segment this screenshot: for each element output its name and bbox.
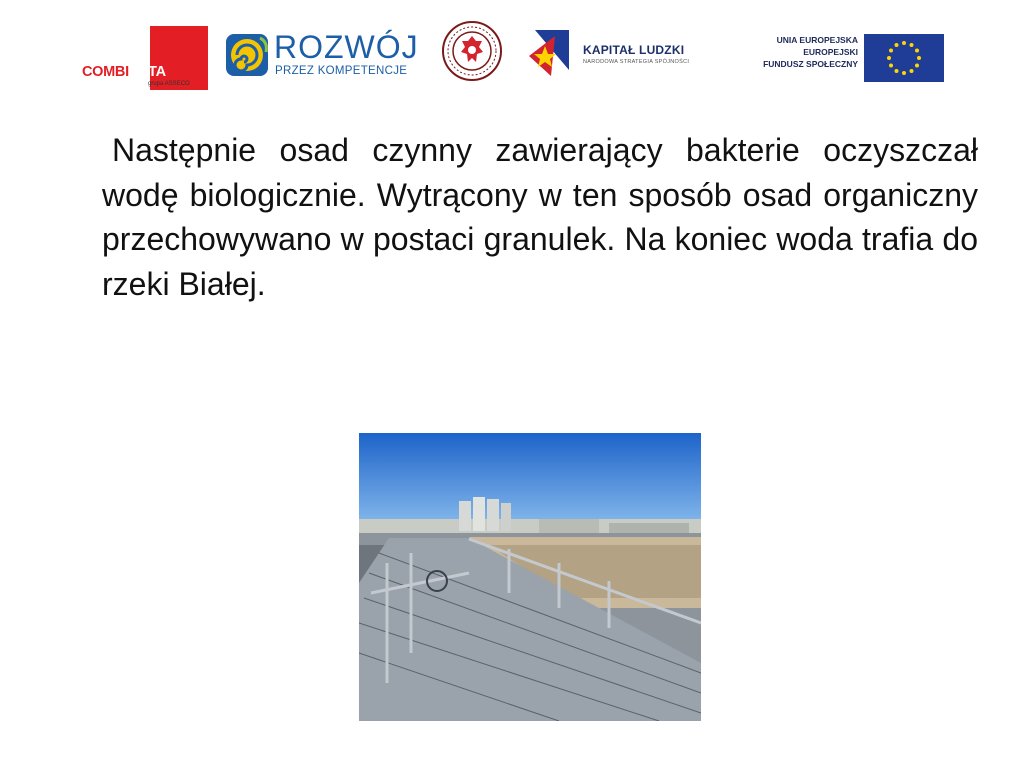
combidata-subtitle: grupa ASSECO xyxy=(148,81,190,87)
logo-bar xyxy=(0,0,1024,100)
kapital-title: KAPITAŁ LUDZKI xyxy=(583,43,685,57)
wastewater-treatment-plant-photo xyxy=(359,433,701,721)
eu-text xyxy=(740,34,858,70)
eu-star-icon xyxy=(915,64,919,68)
eu-star-icon xyxy=(910,69,914,73)
eu-star-icon xyxy=(902,71,906,75)
eu-star-icon xyxy=(910,43,914,47)
eu-star-icon xyxy=(887,56,891,60)
eu-flag-icon xyxy=(864,34,944,82)
combidata-wordmark xyxy=(82,64,166,80)
combidata-logo xyxy=(82,26,210,88)
eu-star-icon xyxy=(895,69,899,73)
eu-line3: FUNDUSZ SPOŁECZNY xyxy=(763,59,858,69)
eu-logo xyxy=(740,34,950,82)
eu-star-icon xyxy=(902,41,906,45)
kapital-star-icon xyxy=(525,26,579,82)
rozwoj-subtitle: PRZEZ KOMPETENCJE xyxy=(275,65,408,77)
combidata-word-combi: COMBI xyxy=(82,64,129,80)
eu-star-icon xyxy=(889,64,893,68)
body-paragraph: Następnie osad czynny zawierający bakterie oczyszczał wodę biologicznie. Wytrącony w ten sposób osad organiczny przechowywano w postaci granulek. Na koniec woda trafia do rzeki Białej. xyxy=(102,132,978,302)
kapital-ludzki-logo xyxy=(525,26,725,82)
eu-star-icon xyxy=(915,49,919,53)
rozwoj-logo xyxy=(224,30,424,82)
eu-line2: EUROPEJSKI xyxy=(803,47,858,57)
kapital-subtitle: NARODOWA STRATEGIA SPÓJNOŚCI xyxy=(583,59,690,65)
eu-star-icon xyxy=(895,43,899,47)
combidata-word-data: DATA xyxy=(128,64,166,80)
rozwoj-spiral-icon xyxy=(224,30,272,80)
eu-star-icon xyxy=(917,56,921,60)
rozwoj-title: ROZWÓJ xyxy=(274,29,419,65)
eu-line1: UNIA EUROPEJSKA xyxy=(776,35,858,45)
eu-star-icon xyxy=(889,49,893,53)
eagle-seal-icon xyxy=(441,20,503,82)
